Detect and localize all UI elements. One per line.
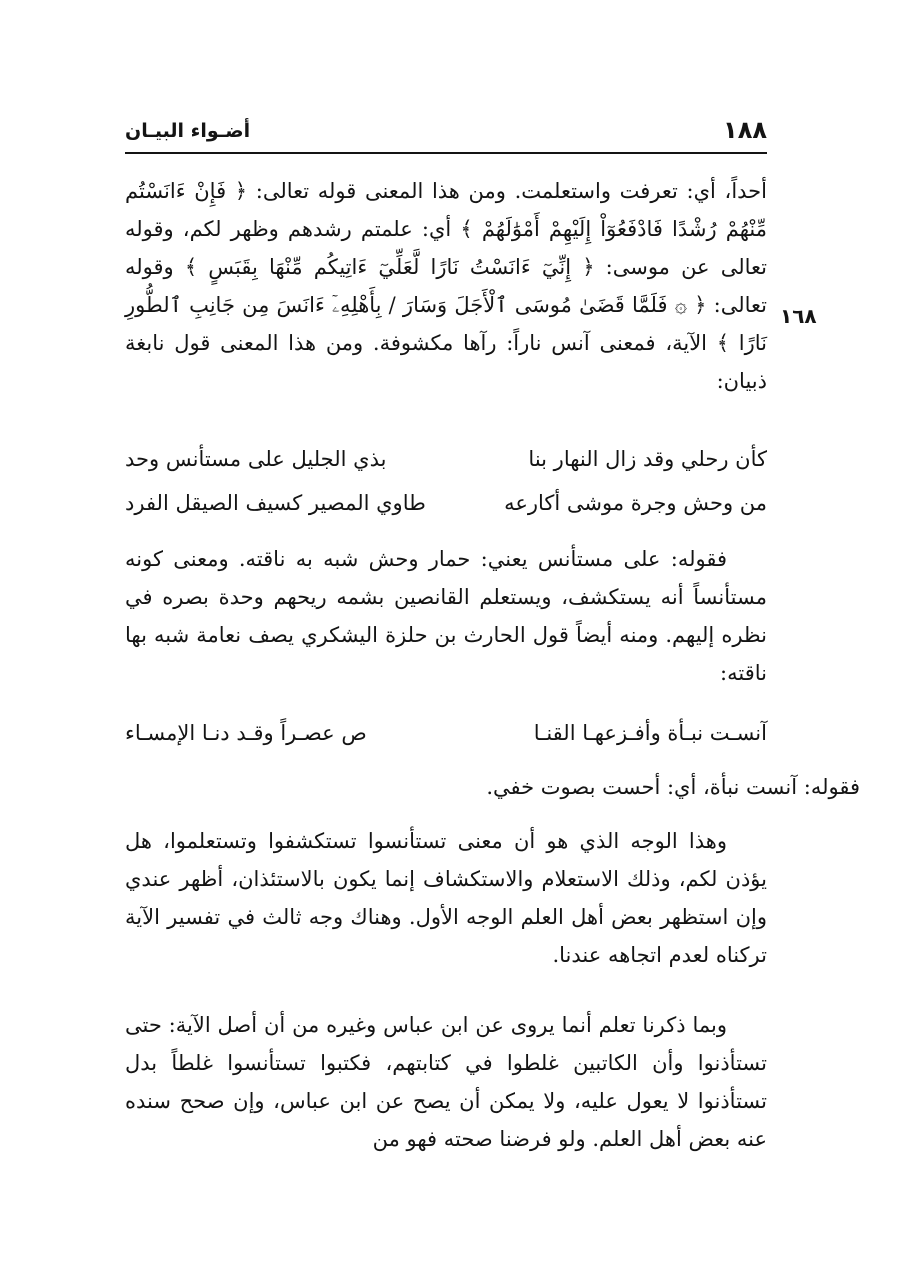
page-number: ١٨٨ — [723, 116, 767, 144]
verse-3-second-hemistich: ص عصـراً وقـد دنـا الإمسـاء — [125, 721, 367, 745]
paragraph-4: وهذا الوجه الذي هو أن معنى تستأنسوا تستكشفوا وتستعلموا، هل يؤذن لكم، وذلك الاستعلام والاستكشاف إنما يكون بالاستئذان، أظهر عندي وإن استظهر بعض أهل العلم الوجه الأول. وهناك وجه ثالث في تفسير الآية تركناه لعدم اتجاهه عندنا. — [125, 829, 767, 967]
verse-1-first-hemistich: كأن رحلي وقد زال النهار بنا — [528, 447, 767, 471]
paragraph-1: أحداً، أي: تعرفت واستعلمت. ومن هذا المعنى قوله تعالى: ﴿ فَإِنْ ءَانَسْتُم مِّنْهُمْ رُشْدًا فَادْفَعُوٓاْ إِلَيْهِمْ أَمْوَٰلَهُمْ ﴾ أي: علمتم رشدهم وظهر لكم، وقوله تعالى عن موسى: ﴿ إِنِّيٓ ءَانَسْتُ نَارًا لَّعَلِّيٓ ءَاتِيكُم مِّنْهَا بِقَبَسٍ ﴾ وقوله تعالى: ﴿ ۞ فَلَمَّا قَضَىٰ مُوسَى ٱلْأَجَلَ وَسَارَ / بِأَهْلِهِۦٓ ءَانَسَ مِن جَانِبِ ٱلطُّورِ نَارًا ﴾ الآية، فمعنى آنس ناراً: رآها مكشوفة. ومن هذا المعنى قول نابغة ذبيان: — [125, 179, 767, 393]
margin-page-reference: ١٦٨ — [780, 304, 817, 328]
page-header — [125, 112, 767, 154]
verse-1-second-hemistich: بذي الجليل على مستأنس وحد — [125, 447, 387, 471]
verse-2-first-hemistich: من وحش وجرة موشى أكارعه — [504, 491, 767, 515]
poem-verse-3 — [125, 714, 767, 752]
poem-verse-2 — [125, 484, 767, 522]
paragraph-2: فقوله: على مستأنس يعني: حمار وحش شبه به ناقته. ومعنى كونه مستأنساً أنه يستكشف، ويستعلم القانصين بشمه ريحهم وحدة بصره في نظره إليهم. ومنه أيضاً قول الحارث بن حلزة اليشكري يصف نعامة شبه بها ناقته: — [125, 547, 767, 685]
verse-2-second-hemistich: طاوي المصير كسيف الصيقل الفرد — [125, 491, 426, 515]
poem-verse-1 — [125, 440, 767, 478]
paragraph-5: وبما ذكرنا تعلم أنما يروى عن ابن عباس وغيره من أن أصل الآية: حتى تستأذنوا وأن الكاتبين غلطوا في كتابتهم، فكتبوا تستأنسوا غلطاً بدل تستأذنوا لا يعول عليه، ولا يمكن أن يصح عن ابن عباس، وإن صحح سنده عنه بعض أهل العلم. ولو فرضنا صحته فهو من — [125, 1013, 767, 1151]
paragraph-3: فقوله: آنست نبأة، أي: أحست بصوت خفي. — [486, 775, 860, 799]
verse-3-first-hemistich: آنسـت نبـأة وأفـزعهـا القنـا — [533, 721, 767, 745]
book-title: أضـواء البيـان — [125, 120, 251, 142]
